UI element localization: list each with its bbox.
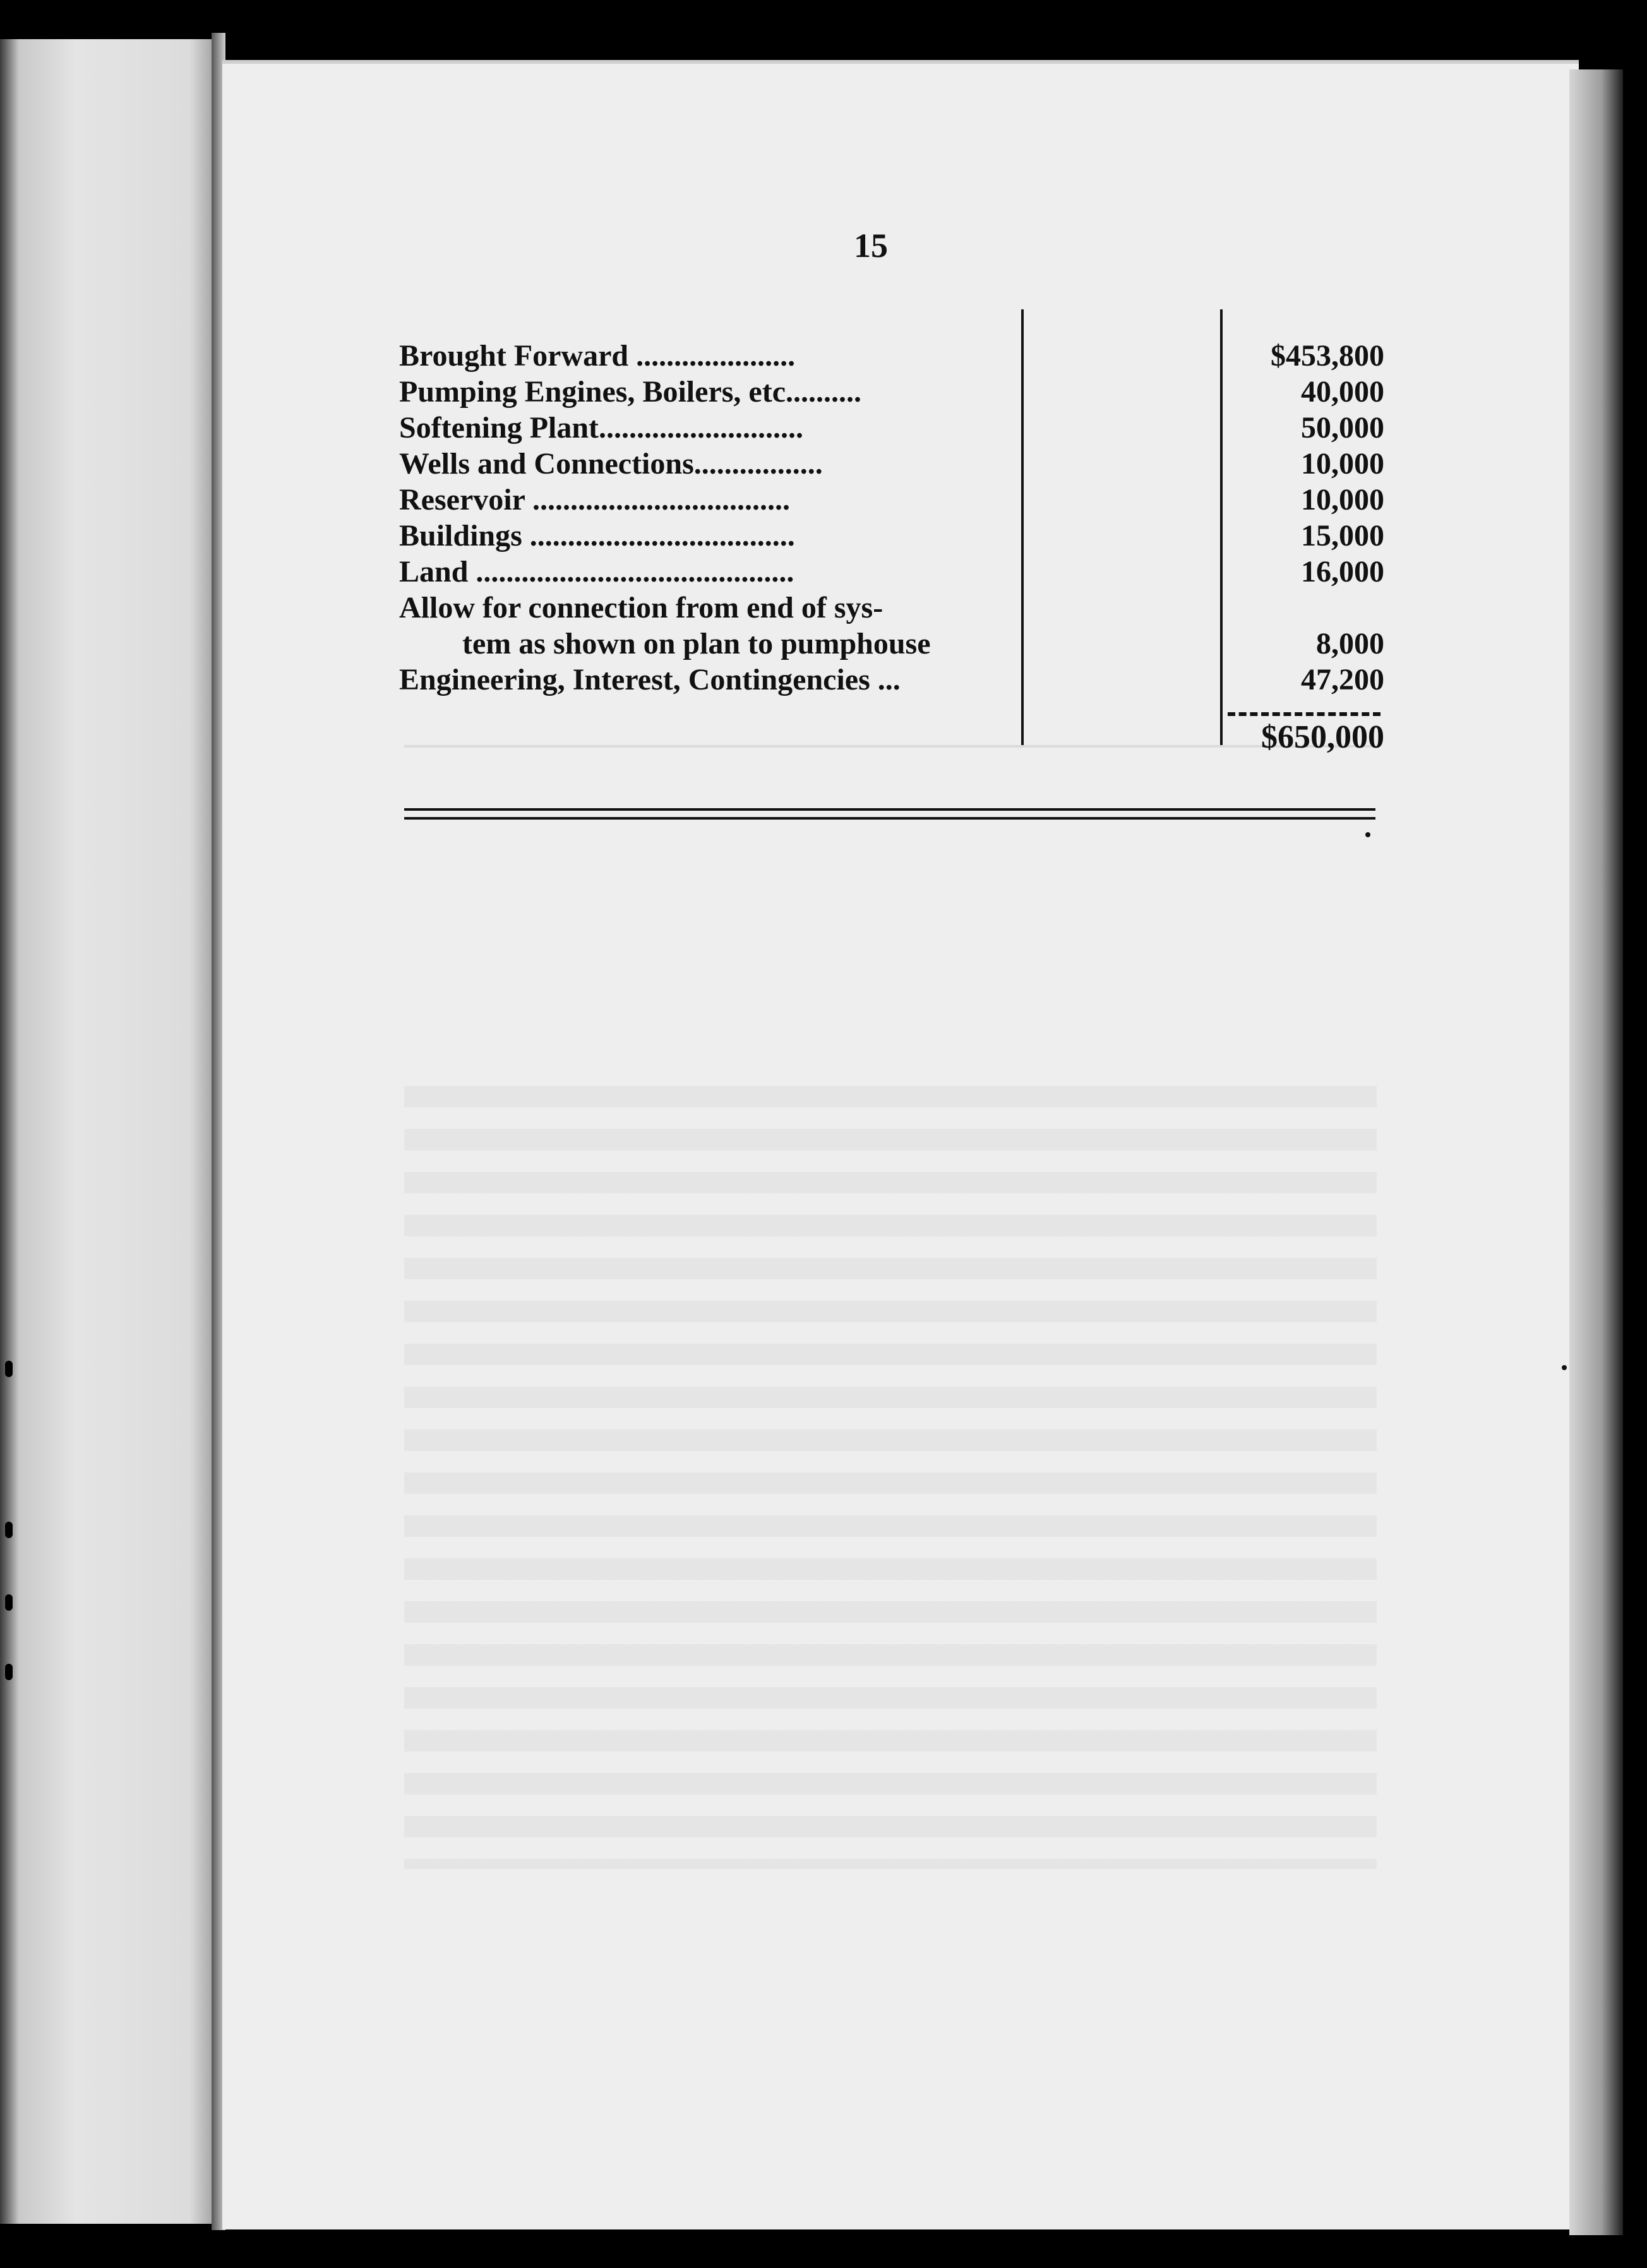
cost-item-amount: 40,000 xyxy=(1301,375,1384,409)
cost-item-amount: 10,000 xyxy=(1301,483,1384,516)
cost-item-amount: $453,800 xyxy=(1271,339,1384,373)
binding-mark xyxy=(5,1522,13,1538)
cost-item-amount: 47,200 xyxy=(1301,663,1384,696)
cost-item-label: tem as shown on plan to pumphouse xyxy=(462,627,931,660)
cost-item-amount: 15,000 xyxy=(1301,519,1384,552)
bleed-through-text xyxy=(404,1086,1377,1869)
cost-item-amount: 50,000 xyxy=(1301,411,1384,445)
cost-item-amount: 10,000 xyxy=(1301,447,1384,480)
cost-item-label: Allow for connection from end of sys- xyxy=(399,591,883,624)
column-divider-right xyxy=(1220,309,1223,745)
cost-item-label: Land .......................................... xyxy=(399,555,794,588)
cost-item-label: Brought Forward ..................... xyxy=(399,339,796,373)
binding-mark xyxy=(5,1664,13,1680)
column-divider-left xyxy=(1021,309,1024,745)
print-mark xyxy=(1365,832,1370,837)
cost-item-label: Softening Plant........................... xyxy=(399,411,804,445)
double-rule-bottom xyxy=(404,817,1375,820)
cost-item-label: Engineering, Interest, Contingencies ... xyxy=(399,663,901,696)
total-amount: $650,000 xyxy=(1261,719,1384,755)
cost-item-amount: 16,000 xyxy=(1301,555,1384,588)
binding-mark xyxy=(5,1361,13,1377)
cost-item-amount: 8,000 xyxy=(1316,627,1384,660)
page-edge xyxy=(1569,69,1623,2235)
total-rule xyxy=(1228,712,1380,716)
cost-estimate-table xyxy=(399,303,1384,755)
cost-item-label: Buildings ................................... xyxy=(399,519,795,552)
cost-item-label: Wells and Connections................. xyxy=(399,447,823,480)
left-page xyxy=(0,39,212,2224)
page-number: 15 xyxy=(854,227,888,265)
cost-item-label: Pumping Engines, Boilers, etc.......... xyxy=(399,375,862,409)
double-rule-top xyxy=(404,808,1375,811)
binding-mark xyxy=(5,1594,13,1611)
bleed-through-text xyxy=(404,745,1377,748)
print-mark xyxy=(1562,1365,1567,1370)
cost-item-label: Reservoir .................................. xyxy=(399,483,791,516)
